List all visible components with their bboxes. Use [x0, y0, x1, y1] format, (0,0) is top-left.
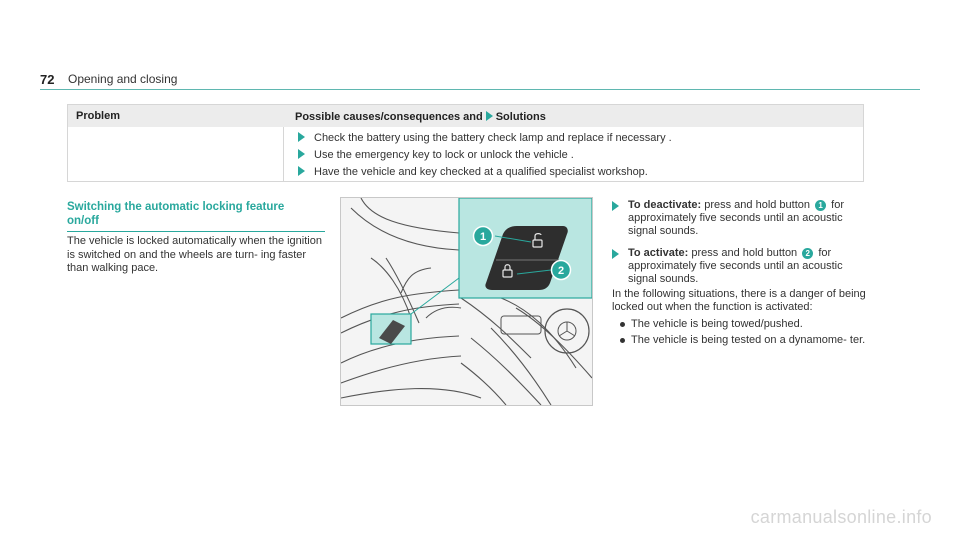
arrow-right-icon — [298, 132, 305, 142]
arrow-right-icon — [612, 249, 619, 259]
solution-text: Use the emergency key to lock or unlock the vehicle . — [314, 149, 574, 161]
page-number: 72 — [40, 72, 55, 87]
illustration-drawing — [341, 198, 592, 405]
solution-row — [295, 149, 574, 161]
column-header-problem: Problem — [76, 110, 121, 122]
solution-text: Have the vehicle and key checked at a qualified specialist workshop. — [314, 166, 648, 178]
deactivate-instruction — [612, 199, 867, 238]
problem-solutions-table — [67, 104, 864, 182]
section-body-text: The vehicle is locked automatically when the ignition is switched on and the wheels are turn- ing faster than walking pace. — [67, 235, 322, 274]
page-section-title: Opening and closing — [68, 72, 178, 86]
section-heading-line: on/off — [67, 215, 99, 227]
activate-instruction — [612, 247, 867, 286]
column-header-solutions: Solutions — [495, 111, 546, 123]
table-column-divider — [283, 127, 284, 181]
table-header-row — [68, 105, 863, 127]
lockout-danger-text: In the following situations, there is a danger of being locked out when the function is activated: — [612, 288, 866, 313]
callout-2-number: 2 — [557, 265, 565, 277]
list-item-text: The vehicle is being towed/pushed. — [631, 318, 803, 330]
arrow-right-icon — [612, 201, 619, 211]
arrow-right-icon — [486, 111, 493, 121]
arrow-right-icon — [298, 149, 305, 159]
list-item-text: The vehicle is being tested on a dynamome- ter. — [631, 334, 866, 346]
solution-text: Check the battery using the battery check lamp and replace if necessary . — [314, 132, 672, 144]
deactivate-text-pre: press and hold button — [704, 199, 811, 211]
section-heading-line: Switching the automatic locking feature — [67, 201, 285, 213]
bullet-dot — [620, 338, 625, 343]
bullet-dot — [620, 322, 625, 327]
solution-row — [295, 132, 672, 144]
arrow-right-icon — [298, 166, 305, 176]
activate-text-pre: press and hold button — [691, 247, 798, 259]
list-item — [612, 318, 867, 331]
activate-label: To activate: — [628, 247, 689, 259]
solution-row — [295, 166, 648, 178]
deactivate-label: To deactivate: — [628, 199, 702, 211]
page-header — [40, 70, 920, 90]
callout-1-number: 1 — [479, 231, 487, 243]
watermark: carmanualsonline.info — [750, 507, 932, 527]
activate-text-post: for approximately five seconds until an acoustic signal sounds. — [628, 247, 843, 285]
door-lock-button-illustration — [340, 197, 593, 406]
section-heading — [67, 200, 325, 232]
column-header-causes-solutions — [295, 111, 546, 123]
list-item — [612, 334, 867, 347]
deactivate-text-post: for approximately five seconds until an acoustic signal sounds. — [628, 199, 844, 237]
button-1-badge: 1 — [815, 200, 826, 211]
column-header-causes: Possible causes/consequences and — [295, 111, 483, 123]
button-2-badge: 2 — [802, 248, 813, 259]
